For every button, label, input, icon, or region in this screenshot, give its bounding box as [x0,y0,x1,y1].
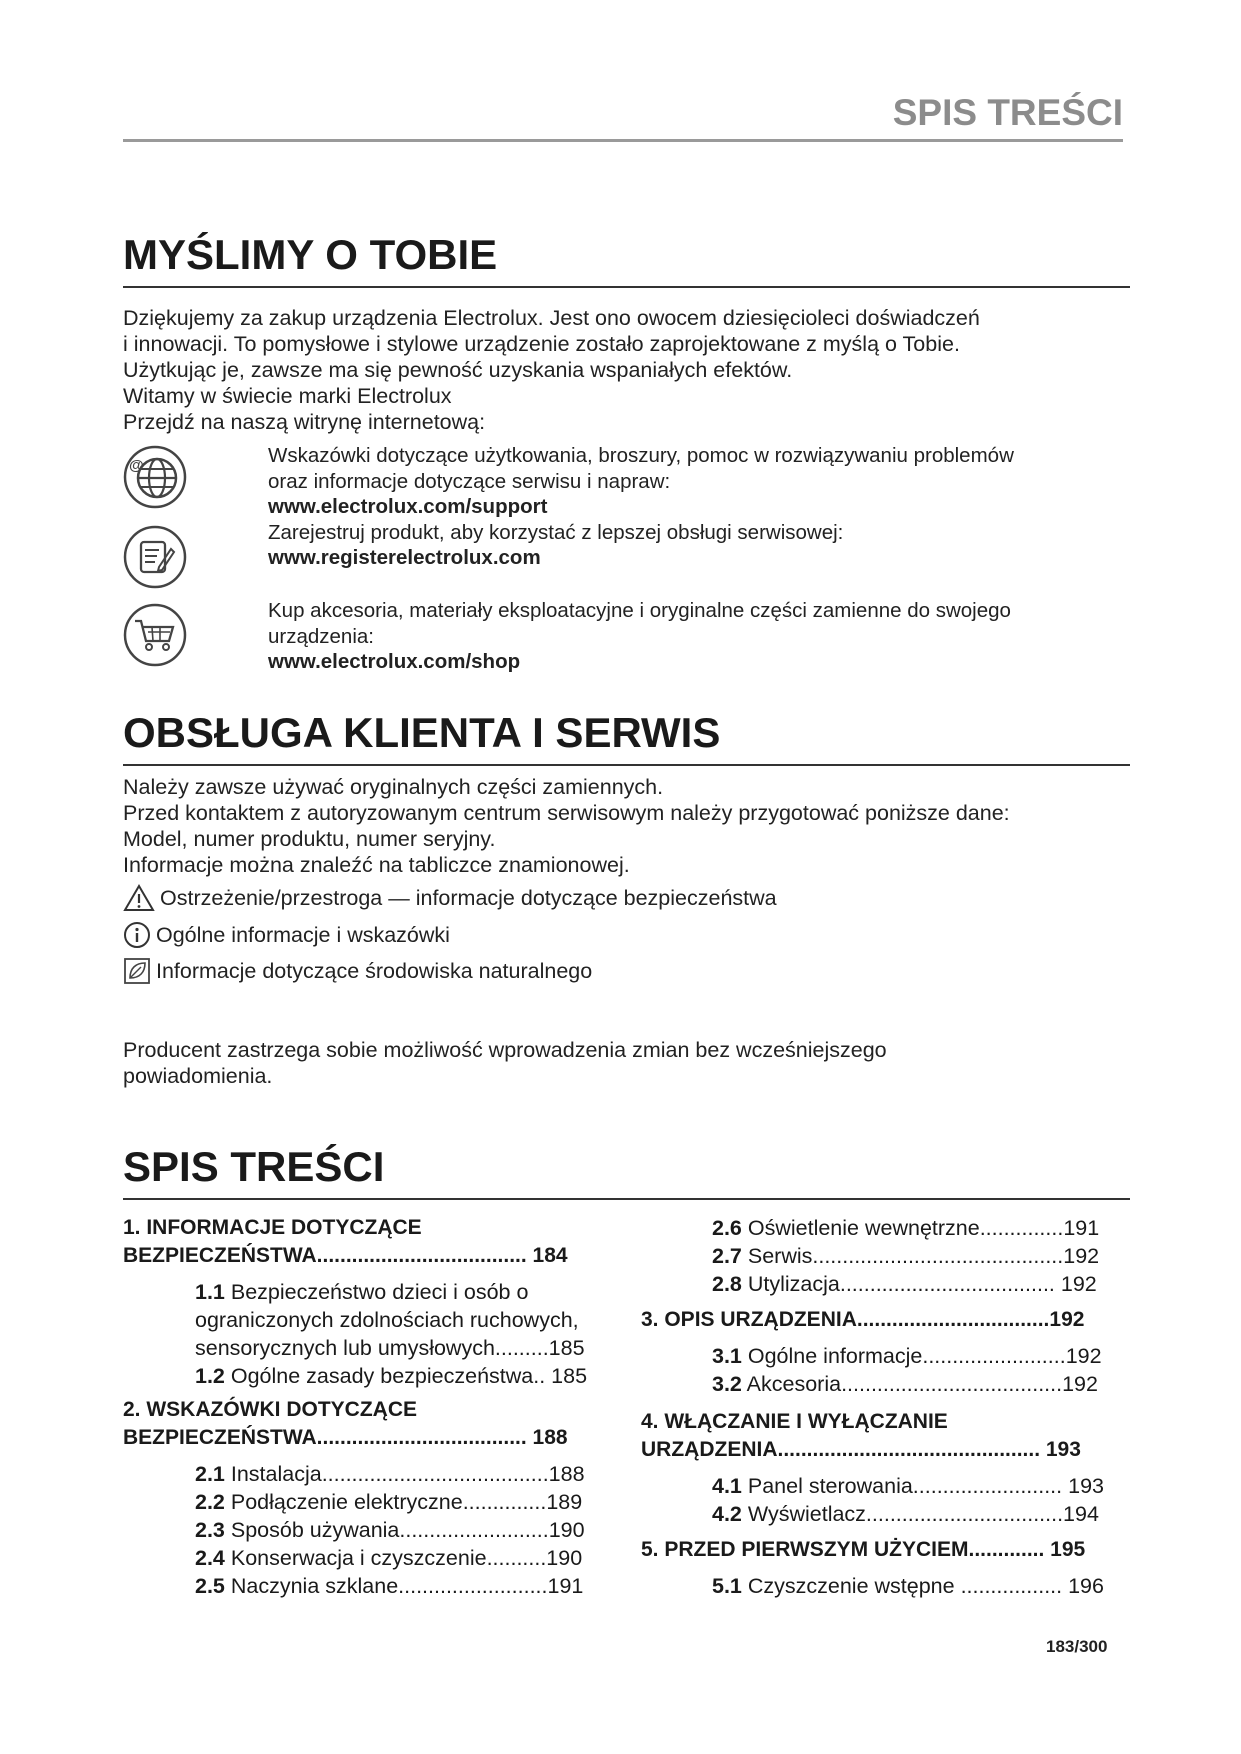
toc-chapter-4-title: 4. WŁĄCZANIE I WYŁĄCZANIE [641,1410,948,1433]
globe-icon [123,445,187,509]
support-text: Wskazówki dotyczące użytkowania, broszury, pomoc w rozwiązywaniu problemów [268,444,1014,467]
shopping-cart-icon [123,603,187,667]
toc-section-number: 2.5 [195,1574,225,1598]
intro-line: Użytkując je, zawsze ma się pewność uzyskania wspaniałych efektów. [123,358,793,382]
toc-chapter-3-sections [641,1342,1141,1398]
toc-section-3-2[interactable] [712,1370,1141,1398]
toc-section-number: 2.3 [195,1518,225,1542]
toc-section-text: Oświetlenie wewnętrzne..............191 [741,1216,1100,1240]
toc-section-1-1[interactable] [195,1278,623,1306]
environment-leaf-icon [123,957,151,985]
legend-info [123,921,450,949]
shop-text: urządzenia: [268,624,374,648]
toc-section-2-6[interactable] [712,1214,1141,1242]
toc-chapter-4-sections [641,1472,1141,1528]
toc-section-text: Konserwacja i czyszczenie..........190 [224,1546,583,1570]
toc-section-1-1-cont: ograniczonych zdolnościach ruchowych, [195,1308,579,1332]
toc-chapter-2-sections-cont [641,1214,1141,1298]
service-line: Model, numer produktu, numer seryjny. [123,827,496,851]
intro-line: Dziękujemy za zakup urządzenia Electrolux. Jest ono owocem dziesięcioleci doświadczeń [123,306,980,330]
toc-chapter-3[interactable]: 3. OPIS URZĄDZENIA.................................192 [641,1308,1085,1331]
toc-section-number: 3.2 [712,1372,742,1396]
toc-section-number: 1.2 [195,1364,225,1388]
toc-left-column [123,1214,623,1600]
toc-section-2-7[interactable] [712,1242,1141,1270]
toc-section-text: Utylizacja.................................... 192 [741,1272,1097,1296]
section-title-customer-service: OBSŁUGA KLIENTA I SERWIS [123,710,1130,766]
toc-section-5-1[interactable] [712,1572,1141,1600]
toc-section-number: 4.1 [712,1474,742,1498]
shop-block [268,598,1128,675]
support-link[interactable]: www.electrolux.com/support [268,495,548,518]
toc-chapter-2-sections [123,1460,623,1600]
intro-line: Przejdź na naszą witrynę internetową: [123,410,486,434]
toc-section-text: Sposób używania.........................190 [224,1518,585,1542]
shop-text: Kup akcesoria, materiały eksploatacyjne i oryginalne części zamienne do swojego [268,599,1011,622]
svg-text:@: @ [129,457,144,474]
disclaimer-line: powiadomienia. [123,1064,273,1088]
toc-section-text: Akcesoria.....................................192 [741,1372,1098,1396]
disclaimer-line: Producent zastrzega sobie możliwość wprowadzenia zmian bez wcześniejszego [123,1038,887,1062]
toc-section-text: Panel sterowania......................... 193 [741,1474,1104,1498]
toc-chapter-2-title: 2. WSKAZÓWKI DOTYCZĄCE [123,1398,417,1421]
toc-chapter-2[interactable] [123,1396,623,1452]
info-icon [123,921,151,949]
header-rule [123,139,1123,142]
toc-section-text: Naczynia szklane.........................191 [224,1574,584,1598]
toc-chapter-1[interactable] [123,1214,623,1270]
toc-section-3-1[interactable] [712,1342,1141,1370]
toc-section-text: Czyszczenie wstępne ................. 196 [741,1574,1104,1598]
toc-section-4-1[interactable] [712,1472,1141,1500]
service-line: Przed kontaktem z autoryzowanym centrum serwisowym należy przygotować poniższe dane: [123,801,1010,825]
service-line: Informacje można znaleźć na tabliczce znamionowej. [123,853,630,877]
legend-environment-text: Informacje dotyczące środowiska naturalnego [156,958,593,983]
toc-chapter-4-title-cont: URZĄDZENIA............................................. 193 [641,1438,1081,1461]
support-text: oraz informacje dotyczące serwisu i napraw: [268,469,671,493]
toc-section-2-5[interactable] [195,1572,623,1600]
toc-section-text: Serwis..........................................192 [741,1244,1100,1268]
register-link[interactable]: www.registerelectrolux.com [268,546,541,569]
toc-section-text: Instalacja......................................188 [224,1462,585,1486]
toc-section-4-2[interactable] [712,1500,1141,1528]
toc-section-2-3[interactable] [195,1516,623,1544]
toc-section-number: 2.1 [195,1462,225,1486]
toc-right-column [641,1214,1141,1600]
toc-section-2-4[interactable] [195,1544,623,1572]
section-title-thinking-of-you: MYŚLIMY O TOBIE [123,232,1130,288]
toc-section-1-1-cont: sensorycznych lub umysłowych.........185 [195,1336,585,1360]
legend-warning [123,884,777,912]
service-paragraph [123,774,1123,878]
toc-section-number: 2.6 [712,1216,742,1240]
legend-environment [123,957,592,985]
legend-info-text: Ogólne informacje i wskazówki [156,922,450,947]
intro-line: i innowacji. To pomysłowe i stylowe urządzenie zostało zaprojektowane z myślą o Tobie. [123,332,960,356]
register-text: Zarejestruj produkt, aby korzystać z lepszej obsługi serwisowej: [268,520,844,544]
legend-warning-text: Ostrzeżenie/przestroga — informacje dotyczące bezpieczeństwa [160,885,777,910]
intro-line: Witamy w świecie marki Electrolux [123,384,452,408]
page-number: 183/300 [1046,1637,1108,1656]
toc-section-2-8[interactable] [712,1270,1141,1298]
toc-section-number: 2.4 [195,1546,225,1570]
toc-section-number: 2.8 [712,1272,742,1296]
disclaimer [123,1037,1123,1089]
intro-paragraph [123,305,1123,435]
shop-link[interactable]: www.electrolux.com/shop [268,650,521,673]
toc-section-1-2[interactable] [195,1362,623,1390]
service-line: Należy zawsze używać oryginalnych części zamiennych. [123,775,664,799]
toc-chapter-4[interactable] [641,1408,1141,1464]
toc-section-text: Ogólne zasady bezpieczeństwa.. 185 [224,1364,588,1388]
toc-chapter-1-sections [123,1278,623,1390]
warning-triangle-icon [123,884,155,912]
support-block [268,443,1128,571]
toc-section-number: 5.1 [712,1574,742,1598]
toc-section-number: 3.1 [712,1344,742,1368]
register-form-icon [123,525,187,589]
toc-title: SPIS TREŚCI [123,1144,1130,1200]
toc-section-text: Ogólne informacje........................192 [741,1344,1102,1368]
toc-chapter-5-sections [641,1572,1141,1600]
toc-section-number: 4.2 [712,1502,742,1526]
toc-chapter-5[interactable]: 5. PRZED PIERWSZYM UŻYCIEM............. 195 [641,1538,1086,1561]
toc-section-2-2[interactable] [195,1488,623,1516]
toc-chapter-2-title-cont: BEZPIECZEŃSTWA.................................... 188 [123,1426,568,1449]
toc-chapter-1-title-cont: BEZPIECZEŃSTWA.................................... 184 [123,1244,568,1267]
toc-section-text: Wyświetlacz.................................194 [741,1502,1099,1526]
toc-section-number: 2.7 [712,1244,742,1268]
toc-section-number: 2.2 [195,1490,225,1514]
toc-section-text: Bezpieczeństwo dzieci i osób o [224,1280,529,1304]
toc-chapter-1-title: 1. INFORMACJE DOTYCZĄCE [123,1216,422,1239]
toc-section-number: 1.1 [195,1280,225,1304]
toc-section-2-1[interactable] [195,1460,623,1488]
running-header: SPIS TREŚCI [892,92,1123,133]
toc-section-text: Podłączenie elektryczne..............189 [224,1490,583,1514]
